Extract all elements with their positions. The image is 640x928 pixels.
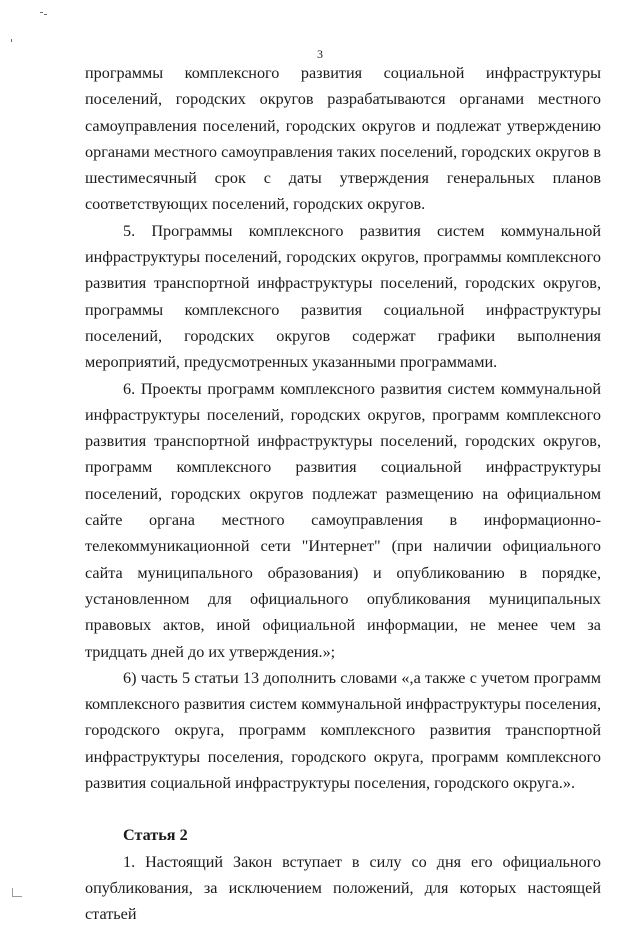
scan-mark xyxy=(12,896,22,897)
document-body xyxy=(85,60,601,928)
paragraph-item-5: 5. Программы комплексного развития систем коммунальной инфраструктуры поселений, городских округов, программы комплексного развития транспортной инфраструктуры поселений, городских округов, программы комплексного развития социальной инфраструктуры поселений, городских округов содержат графики выполнения мероприятий, предусмотренных указанными программами. xyxy=(85,221,601,372)
paragraph-subitem-6: 6) часть 5 статьи 13 дополнить словами «,а также с учетом программ комплексного развития систем коммунальной инфраструктуры поселения, городского округа, программ комплексного развития транспортной инфраструктуры поселения, городского округа, программ комплексного развития социальной инфраструктуры поселения, городского округа.». xyxy=(85,668,601,793)
paragraph-continuation: программы комплексного развития социальной инфраструктуры поселений, городских округов разрабатываются органами местного самоуправления поселений, городских округов и подлежат утверждению органами местного самоуправления таких поселений, городских округов в шестимесячный срок с даты утверждения генеральных планов соответствующих поселений, городских округов. xyxy=(85,64,601,214)
article-2-paragraph-1: 1. Настоящий Закон вступает в силу со дня его официального опубликования, за исключением положений, для которых настоящей статьей xyxy=(85,852,601,924)
paragraph-item-6: 6. Проекты программ комплексного развития систем коммунальной инфраструктуры поселений, городских округов, программ комплексного развития транспортной инфраструктуры поселений, городских округов, программ комплексного развития социальной инфраструктуры поселений, городских округов подлежат размещению на официальном сайте органа местного самоуправления в информационно-телекоммуникационной сети "Интернет" (при наличии официального сайта муниципального образования) и опубликованию в порядке, установленном для официального опубликования муниципальных правовых актов, иной официальной информации, не менее чем за тридцать дней до их утверждения.»; xyxy=(85,379,601,661)
scan-mark xyxy=(11,39,12,42)
scan-mark xyxy=(12,888,13,896)
page-number: 3 xyxy=(317,47,323,61)
article-heading: Статья 2 xyxy=(123,826,188,845)
scan-mark xyxy=(40,12,43,13)
scan-mark xyxy=(44,14,47,15)
